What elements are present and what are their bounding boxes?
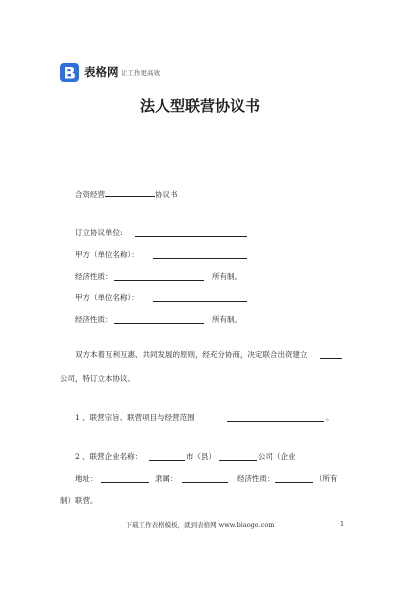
venture-name-blank[interactable] [105,188,155,197]
owned-close: 制）联营。 [60,496,98,505]
brand-slogan: 让工作更高效 [121,69,160,77]
affiliation-blank[interactable] [182,474,228,483]
section-2-label: 2 、联营企业名称： [75,452,143,461]
logo-icon [60,63,79,82]
signing-unit-blank[interactable] [135,228,247,237]
party-a-2-blank[interactable] [153,293,247,302]
party-a-1-blank[interactable] [153,250,247,259]
ownership-2: 所有制。 [212,315,242,324]
document-title: 法人型联营协议书 [139,97,260,115]
paragraph-1-line-1 [75,350,308,360]
signing-unit-label: 订立协议单位: [75,228,123,237]
page-number: 1 [340,520,345,528]
subtitle-prefix: 合资经营 [75,190,105,199]
econ-2-label: 经济性质： [75,315,113,324]
section-1-end: 。 [326,413,334,422]
section-1-line [75,413,195,423]
econ-1-line [75,272,113,282]
city-blank[interactable] [149,452,185,461]
brand-name: 表格网 [84,65,119,79]
party-a-1-line [75,250,139,260]
econ-3-blank[interactable] [275,474,313,483]
address-label: 地址： [75,474,98,483]
ownership-1: 所有制。 [212,272,242,281]
section-1-label: 1 、联营宗旨、联营项目与经营范围 [75,413,195,422]
business-scope-blank[interactable] [227,413,324,422]
city-county-label: 市（县） [186,452,216,461]
signing-unit-line [75,228,123,238]
party-a-2-label: 甲方（单位名称）： [75,293,139,302]
econ-2-blank[interactable] [114,315,204,324]
company-name-blank[interactable] [320,350,342,359]
paragraph-1-text: 双方本着互利互惠、共同发展的原则，经充分协商，决定联合出资建立 [75,350,308,359]
footer-text: 下载工作表格模板，就到表格网 www.biaoge.com [125,521,275,529]
party-a-1-label: 甲方（单位名称）： [75,250,139,259]
subtitle-suffix: 协议书 [155,190,178,199]
paragraph-1-line-2: 公司，特订立本协议。 [60,374,135,383]
affiliation-label: 隶属： [155,474,178,483]
enterprise-name-blank[interactable] [219,452,257,461]
econ-1-label: 经济性质： [75,272,113,281]
party-a-2-line [75,293,139,303]
owned-open: （所有 [315,474,338,483]
section-2-line [75,452,142,462]
econ-1-blank[interactable] [114,272,204,281]
econ-3-label: 经济性质： [237,474,275,483]
subtitle-line [75,188,178,200]
company-enterprise-label: 公司（企业 [258,452,296,461]
econ-2-line [75,315,113,325]
address-blank[interactable] [101,474,149,483]
